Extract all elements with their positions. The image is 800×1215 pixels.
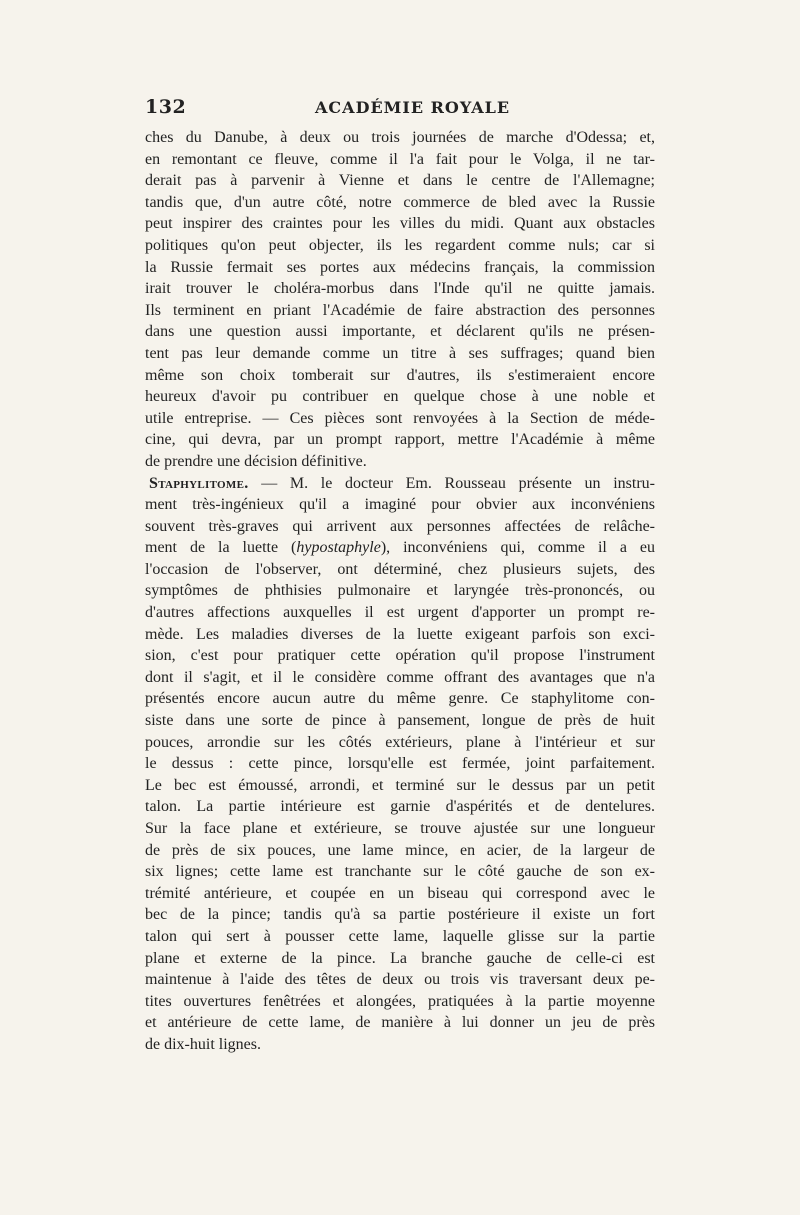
text-line: l'occasion de l'observer, ont déterminé, chez plusieurs sujets, des bbox=[145, 560, 655, 578]
text-line: dont il s'agit, et il le considère comme offrant des avantages que n'a bbox=[145, 668, 655, 686]
text-line: de dix-huit lignes. bbox=[145, 1035, 261, 1053]
text-line: mède. Les maladies diverses de la luette exigeant parfois son exci- bbox=[145, 625, 655, 643]
paragraph-staphylitome-rest bbox=[145, 559, 655, 1056]
text-line: souvent très-graves qui arrivent aux personnes affectées de relâche- bbox=[145, 517, 655, 535]
text-line: peut inspirer des craintes pour les villes du midi. Quant aux obstacles bbox=[145, 215, 655, 233]
text-line bbox=[145, 473, 655, 495]
text-line: ches du Danube, à deux ou trois journées de marche d'Odessa; et, bbox=[145, 129, 655, 146]
text-line: six lignes; cette lame est tranchante sur le côté gauche de son ex- bbox=[145, 863, 655, 881]
text-line: plane et externe de la pince. La branche gauche de celle-ci est bbox=[145, 949, 655, 967]
text-line: ment très-ingénieux qu'il a imaginé pour obvier aux inconvéniens bbox=[145, 496, 655, 514]
text-line: irait trouver le choléra-morbus dans l'Inde qu'il ne quitte jamais. bbox=[145, 280, 655, 298]
text-line: politiques qu'on peut objecter, ils les regardent comme nuls; car si bbox=[145, 236, 655, 254]
paragraph-staphylitome bbox=[145, 473, 655, 1056]
text-line: de prendre une décision définitive. bbox=[145, 452, 367, 470]
text-line: Ils terminent en priant l'Académie de faire abstraction des personnes bbox=[145, 301, 655, 319]
italic-term: hypostaphyle bbox=[296, 539, 381, 557]
text-line: maintenue à l'aide des têtes de deux ou trois vis traversant deux pe- bbox=[145, 971, 655, 989]
section-lead-term: Staphylitome. bbox=[149, 474, 249, 492]
text-line: Sur la face plane et extérieure, se trouve ajustée sur une longueur bbox=[145, 820, 655, 837]
text-line: trémité antérieure, et coupée en un biseau qui correspond avec le bbox=[145, 884, 655, 902]
text-line: tites ouvertures fenêtrées et alongées, pratiquées à la partie moyenne bbox=[145, 992, 655, 1010]
text-line: présentés encore aucun autre du même genre. Ce staphylitome con- bbox=[145, 690, 655, 708]
text-line: symptômes de phthisies pulmonaire et laryngée très-prononcés, ou bbox=[145, 582, 655, 600]
running-head: ACADÉMIE ROYALE bbox=[315, 98, 511, 117]
text-fragment: ment de la luette ( bbox=[145, 539, 297, 557]
text-line: heureux d'avoir pu contribuer en quelque chose à une noble et bbox=[145, 388, 655, 406]
text-line: Le bec est émoussé, arrondi, et terminé sur le dessus par un petit bbox=[145, 776, 655, 794]
text-line: tandis que, d'un autre côté, notre commerce de bled avec la Russie bbox=[145, 193, 655, 211]
text-fragment: — M. le docteur Em. Rousseau présente un instru- bbox=[248, 474, 655, 492]
text-line: siste dans une sorte de pince à pansement, longue de près de huit bbox=[145, 712, 655, 730]
text-line: le dessus : cette pince, lorsqu'elle est fermée, joint parfaitement. bbox=[145, 755, 655, 773]
text-fragment: ), inconvéniens qui, comme il a eu bbox=[380, 539, 655, 557]
text-line: talon. La partie intérieure est garnie d'aspérités et de dentelures. bbox=[145, 798, 655, 816]
text-line: bec de la pince; tandis qu'à sa partie postérieure il existe un fort bbox=[145, 906, 655, 924]
page-number: 132 bbox=[145, 96, 187, 118]
text-line bbox=[145, 537, 655, 559]
page-header bbox=[145, 96, 655, 126]
text-line: en remontant ce fleuve, comme il l'a fait pour le Volga, il ne tar- bbox=[145, 150, 655, 168]
text-line: pouces, arrondie sur les côtés extérieurs, plane à l'intérieur et sur bbox=[145, 733, 655, 751]
text-line: talon qui sert à pousser cette lame, laquelle glisse sur la partie bbox=[145, 927, 655, 945]
body-text bbox=[145, 127, 655, 1056]
text-line: utile entreprise. — Ces pièces sont renvoyées à la Section de méde- bbox=[145, 409, 655, 427]
text-line: d'autres affections auxquelles il est urgent d'apporter un prompt re- bbox=[145, 604, 655, 622]
paragraph-cholera-commission bbox=[145, 127, 655, 473]
text-line: tent pas leur demande comme un titre à ses suffrages; quand bien bbox=[145, 344, 655, 362]
text-line: cine, qui devra, par un prompt rapport, mettre l'Académie à même bbox=[145, 431, 655, 449]
text-line: derait pas à parvenir à Vienne et dans le centre de l'Allemagne; bbox=[145, 172, 655, 190]
text-line: même son choix tomberait sur d'autres, ils s'estimeraient encore bbox=[145, 366, 655, 384]
text-line: la Russie fermait ses portes aux médecins français, la commission bbox=[145, 258, 655, 276]
text-line: de près de six pouces, une lame mince, en acier, de la largeur de bbox=[145, 841, 655, 859]
text-line: et antérieure de cette lame, de manière à lui donner un jeu de près bbox=[145, 1014, 655, 1032]
text-line: dans une question aussi importante, et déclarent qu'ils ne présen- bbox=[145, 323, 655, 341]
text-line: sion, c'est pour pratiquer cette opération qu'il propose l'instrument bbox=[145, 647, 655, 665]
